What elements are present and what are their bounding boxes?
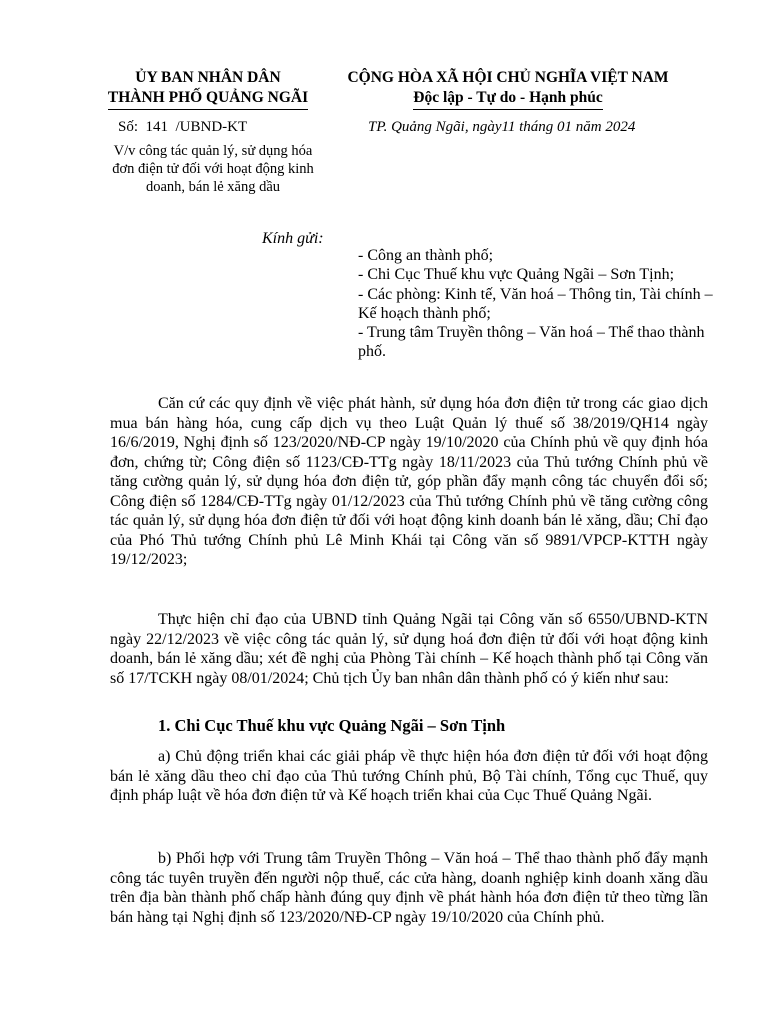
body-paragraph-legal-basis <box>110 394 708 570</box>
paragraph-text: a) Chủ động triển khai các giải pháp về thực hiện hóa đơn điện tử đối với hoạt động bán lẻ xăng dầu theo chỉ đạo của Thủ tướng Chính phủ, Bộ Tài chính, Tổng cục Thuế, quy định pháp luật về hóa đơn điện tử và Kế hoạch triển khai của Cục Thuế Quảng Ngãi. <box>110 748 708 804</box>
paragraph-text: Thực hiện chỉ đạo của UBND tỉnh Quảng Ngãi tại Công văn số 6550/UBND-KTN ngày 22/12/2023 về việc công tác quản lý, sử dụng hoá đơn điện tử đối với hoạt động kinh doanh, bán lẻ xăng dầu; xét đề nghị của Phòng Tài chính – Kế hoạch thành phố tại Công văn số 17/TCKH ngày 08/01/2024; Chủ tịch Ủy ban nhân dân thành phố có ý kiến như sau: <box>110 611 708 687</box>
section-heading-1: 1. Chi Cục Thuế khu vực Quảng Ngãi – Sơn Tịnh <box>158 716 506 735</box>
national-motto: Độc lập - Tự do - Hạnh phúc <box>318 88 698 110</box>
kinh-gui-label: Kính gửi: <box>262 230 324 247</box>
national-title <box>318 68 698 110</box>
doc-number-value: 141 <box>145 119 169 135</box>
doc-number-prefix: Số: <box>118 119 139 135</box>
nation-name: CỘNG HÒA XÃ HỘI CHỦ NGHĨA VIỆT NAM <box>347 69 669 86</box>
document-number <box>118 118 247 137</box>
issuing-organization <box>88 68 328 110</box>
recipient-item: - Chi Cục Thuế khu vực Quảng Ngãi – Sơn Tịnh; <box>358 266 675 284</box>
document-subject: V/v công tác quản lý, sử dụng hóa đơn điện tử đối với hoạt động kinh doanh, bán lẻ xăng dầu <box>112 143 314 195</box>
doc-number-suffix: /UBND-KT <box>175 119 248 135</box>
body-paragraph-item-a <box>110 747 708 806</box>
recipient-list <box>358 246 718 362</box>
recipient-item: - Trung tâm Truyền thông – Văn hoá – Thể thao thành phố. <box>358 324 705 361</box>
recipient-item: - Các phòng: Kinh tế, Văn hoá – Thông tin, Tài chính – Kế hoạch thành phố; <box>358 285 713 322</box>
place-date: TP. Quảng Ngãi, ngày11 tháng 01 năm 2024 <box>368 119 636 135</box>
recipient-item: - Công an thành phố; <box>358 247 494 264</box>
org-name-line1: ỦY BAN NHÂN DÂN <box>135 69 281 86</box>
paragraph-text: Căn cứ các quy định về việc phát hành, sử dụng hóa đơn điện tử trong các giao dịch mua bán hàng hóa, cung cấp dịch vụ theo Luật Quản lý thuế số 38/2019/QH14 ngày 16/6/2019, Nghị định số 123/2020/NĐ-CP ngày 19/10/2020 của Chính phủ về quy định hóa đơn, chứng từ; Công điện số 1123/CĐ-TTg ngày 18/11/2023 của Thủ tướng Chính phủ về tăng cường quản lý, sử dụng hóa đơn điện tử, góp phần đẩy mạnh công tác chuyển đổi số; Công điện số 1284/CĐ-TTg ngày 01/12/2023 của Thủ tướng Chính phủ về tăng cường công tác quản lý, sử dụng hóa đơn điện tử đối với hoạt động kinh doanh bán lẻ xăng, dầu; Chỉ đạo của Phó Thủ tướng Chính phủ Lê Minh Khái tại Công văn số 9891/VPCP-KTTH ngày 19/12/2023; <box>110 395 708 568</box>
body-paragraph-directive <box>110 610 708 688</box>
org-name-line2: THÀNH PHỐ QUẢNG NGÃI <box>88 88 328 110</box>
paragraph-text: b) Phối hợp với Trung tâm Truyền Thông – Văn hoá – Thể thao thành phố đẩy mạnh công tác tuyên truyền đến người nộp thuế, các cửa hàng, doanh nghiệp kinh doanh xăng dầu trên địa bàn thành phố chấp hành đúng quy định về phát hành hóa đơn điện tử theo từng lần bán hàng tại Nghị định số 123/2020/NĐ-CP ngày 19/10/2020 của Chính phủ. <box>110 850 708 926</box>
body-paragraph-item-b <box>110 849 708 927</box>
